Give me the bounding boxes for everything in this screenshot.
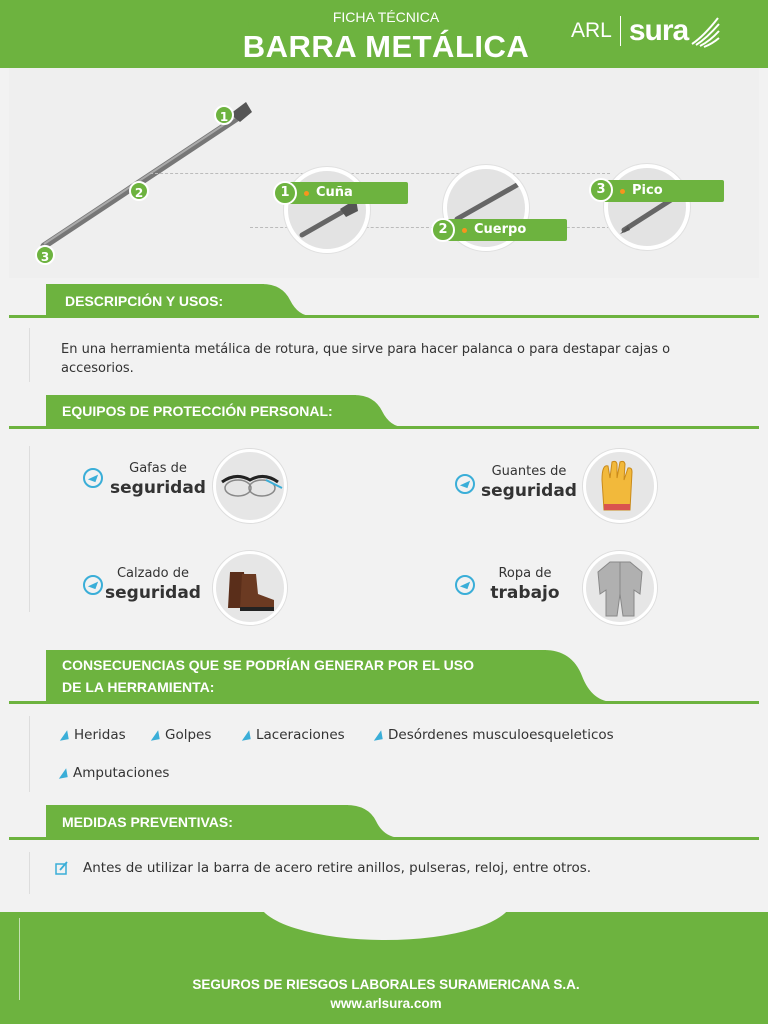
safety-gloves-image: [583, 449, 657, 523]
consequence-item: [150, 727, 211, 743]
consequence-text: Amputaciones: [73, 765, 170, 781]
section-title-line1: CONSECUENCIAS QUE SE PODRÍAN GENERAR POR EL USO: [62, 657, 475, 673]
navigation-arrow-icon: [455, 575, 475, 595]
header-subtitle: FICHA TÉCNICA: [332, 9, 440, 25]
epp-label-line1: Ropa de: [498, 566, 552, 581]
logo-sura-text: sura: [628, 14, 689, 47]
tab-curve: [262, 284, 312, 316]
consequence-text: Golpes: [165, 727, 212, 743]
consequence-text: Heridas: [74, 727, 126, 743]
orange-dot: [304, 191, 309, 196]
section-title: DESCRIPCIÓN Y USOS:: [65, 293, 224, 309]
bullet-arrow-icon: [372, 730, 382, 740]
section-side-rule: [29, 852, 30, 894]
bar-marker-1: 1: [214, 105, 234, 125]
part-label-pico: [604, 180, 724, 202]
edit-checkbox-icon: [55, 861, 69, 875]
consequence-item: [59, 727, 126, 743]
section-header-descripcion: [46, 284, 264, 316]
consequence-item: [58, 765, 169, 781]
part-num-1: 1: [273, 181, 297, 205]
tab-curve: [346, 805, 402, 838]
consequence-item: [373, 727, 614, 743]
epp-label-line2: seguridad: [105, 583, 201, 603]
section-header-medidas: [46, 805, 348, 838]
safety-boots-image: [213, 551, 287, 625]
navigation-arrow-icon: [455, 474, 475, 494]
section-header-consecuencias: [46, 650, 546, 702]
safety-glasses-image: [213, 449, 287, 523]
sura-wing-icon: [690, 14, 720, 48]
part-num-3: 3: [589, 178, 613, 202]
arl-sura-logo: [571, 14, 720, 48]
epp-label-line1: Calzado de: [116, 566, 190, 581]
epp-label-line2: seguridad: [481, 481, 577, 501]
preventive-measure-text: Antes de utilizar la barra de acero retire anillos, pulseras, reloj, entre otros.: [83, 860, 592, 876]
consequence-item: [241, 727, 345, 743]
consequence-text: Desórdenes musculoesqueleticos: [388, 727, 614, 743]
consequence-text: Laceraciones: [256, 727, 345, 743]
section-title: MEDIDAS PREVENTIVAS:: [62, 814, 233, 830]
bullet-arrow-icon: [240, 730, 250, 740]
page-title: BARRA METÁLICA: [242, 29, 530, 64]
logo-arl-text: ARL: [571, 19, 612, 42]
section-header-epp: [46, 395, 356, 427]
epp-label-line2: seguridad: [110, 478, 206, 498]
part-label-text: Cuña: [316, 185, 353, 200]
work-coverall-image: [583, 551, 657, 625]
part-circle-cuna: [284, 167, 370, 253]
epp-gafas-label: [108, 461, 208, 498]
section-title-line2: DE LA HERRAMIENTA:: [62, 679, 215, 695]
part-label-text: Cuerpo: [474, 222, 527, 237]
part-num-2: 2: [431, 218, 455, 242]
section-side-rule: [29, 716, 30, 792]
tab-curve: [354, 395, 404, 427]
navigation-arrow-icon: [83, 468, 103, 488]
footer-website-link[interactable]: www.arlsura.com: [330, 996, 442, 1011]
epp-guantes-label: [478, 464, 580, 501]
section-title: EQUIPOS DE PROTECCIÓN PERSONAL:: [62, 403, 333, 419]
part-label-cuerpo: [446, 219, 567, 241]
part-circle-pico: [604, 164, 690, 250]
bullet-arrow-icon: [58, 730, 68, 740]
orange-dot: [462, 228, 467, 233]
footer-company: SEGUROS DE RIESGOS LABORALES SURAMERICANA S.A.: [192, 977, 580, 992]
bar-marker-2: 2: [129, 181, 149, 201]
preventive-measure-item: [55, 860, 591, 876]
bullet-arrow-icon: [149, 730, 159, 740]
epp-ropa-label: [475, 566, 575, 603]
epp-label-line1: Gafas de: [129, 461, 187, 476]
epp-calzado-label: [103, 566, 203, 603]
section-side-rule: [29, 328, 30, 382]
tab-curve: [544, 650, 614, 702]
bullet-arrow-icon: [57, 768, 67, 778]
logo-divider: [620, 16, 621, 46]
navigation-arrow-icon: [83, 575, 103, 595]
part-label-text: Pico: [632, 183, 663, 198]
description-text: En una herramienta metálica de rotura, que sirve para hacer palanca o para destapar cajas o accesorios.: [61, 342, 671, 376]
epp-label-line2: trabajo: [490, 583, 560, 603]
guide-line-top: [150, 173, 610, 174]
epp-label-line1: Guantes de: [491, 464, 567, 479]
orange-dot: [620, 189, 625, 194]
section-side-rule: [29, 446, 30, 612]
part-label-cuna: [288, 182, 408, 204]
bar-marker-3: 3: [35, 245, 55, 265]
